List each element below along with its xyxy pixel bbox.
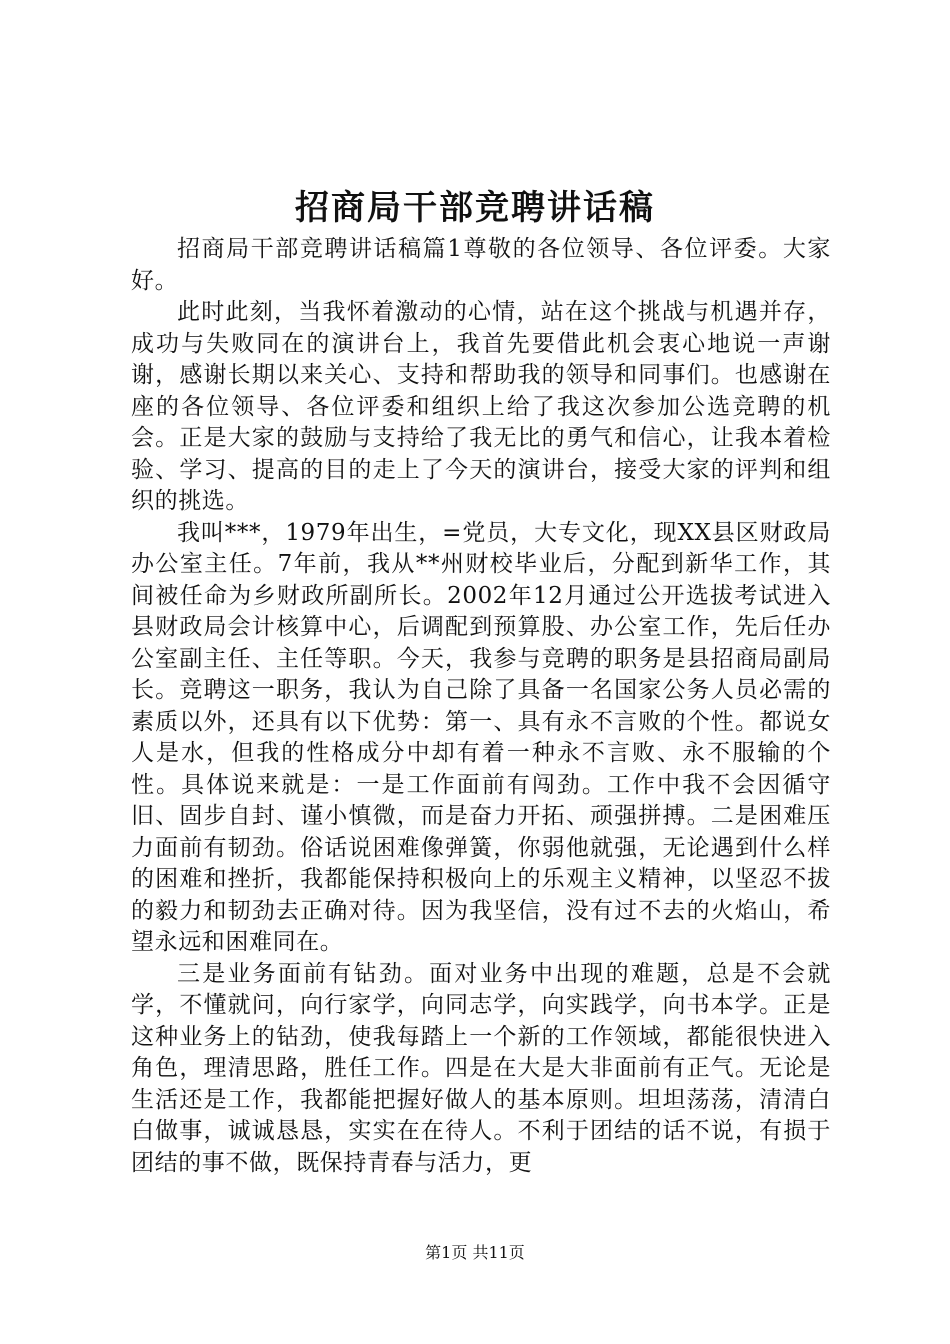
paragraph-strengths: 三是业务面前有钻劲。面对业务中出现的难题，总是不会就学，不懂就问，向行家学，向同志学，向实践学，向书本学。正是这种业务上的钻劲，使我每踏上一个新的工作领域，都能很快进入角色，理清思路，胜任工作。四是在大是大非面前有正气。无论是生活还是工作，我都能把握好做人的基本原则。坦坦荡荡，清清白白做事，诚诚恳恳，实实在在待人。不利于团结的话不说，有损于团结的事不做，既保持青春与活力，更 <box>131 960 831 1176</box>
document-title: 招商局干部竞聘讲话稿 <box>295 188 655 228</box>
document-body <box>131 234 831 1179</box>
paragraph-greeting: 招商局干部竞聘讲话稿篇1尊敬的各位领导、各位评委。大家好。 <box>131 236 831 294</box>
paragraph-thanks: 此时此刻，当我怀着激动的心情，站在这个挑战与机遇并存，成功与失败同在的演讲台上，我首先要借此机会衷心地说一声谢谢，感谢长期以来关心、支持和帮助我的领导和同事们。也感谢在座的各位领导、各位评委和组织上给了我这次参加公选竞聘的机会。正是大家的鼓励与支持给了我无比的勇气和信心，让我本着检验、学习、提高的目的走上了今天的演讲台，接受大家的评判和组织的挑选。 <box>131 299 831 514</box>
paragraph-self-introduction: 我叫***，1979年出生，=党员，大专文化，现XX县区财政局办公室主任。7年前，我从**州财校毕业后，分配到新华工作，其间被任命为乡财政所副所长。2002年12月通过公开选拔考试进入县财政局会计核算中心，后调配到预算股、办公室工作，先后任办公室副主任、主任等职。今天，我参与竞聘的职务是县招商局副局长。竞聘这一职务，我认为自己除了具备一名国家公务人员必需的素质以外，还具有以下优势：第一、具有永不言败的个性。都说女人是水，但我的性格成分中却有着一种永不言败、永不服输的个性。具体说来就是：一是工作面前有闯劲。工作中我不会因循守旧、固步自封、谨小慎微，而是奋力开拓、顽强拼搏。二是困难压力面前有韧劲。俗话说困难像弹簧，你弱他就强，无论遇到什么样的困难和挫折，我都能保持积极向上的乐观主义精神，以坚忍不拔的毅力和韧劲去正确对待。因为我坚信，没有过不去的火焰山，希望永远和困难同在。 <box>131 519 831 955</box>
page-footer: 第1页 共11页 <box>425 1243 525 1262</box>
